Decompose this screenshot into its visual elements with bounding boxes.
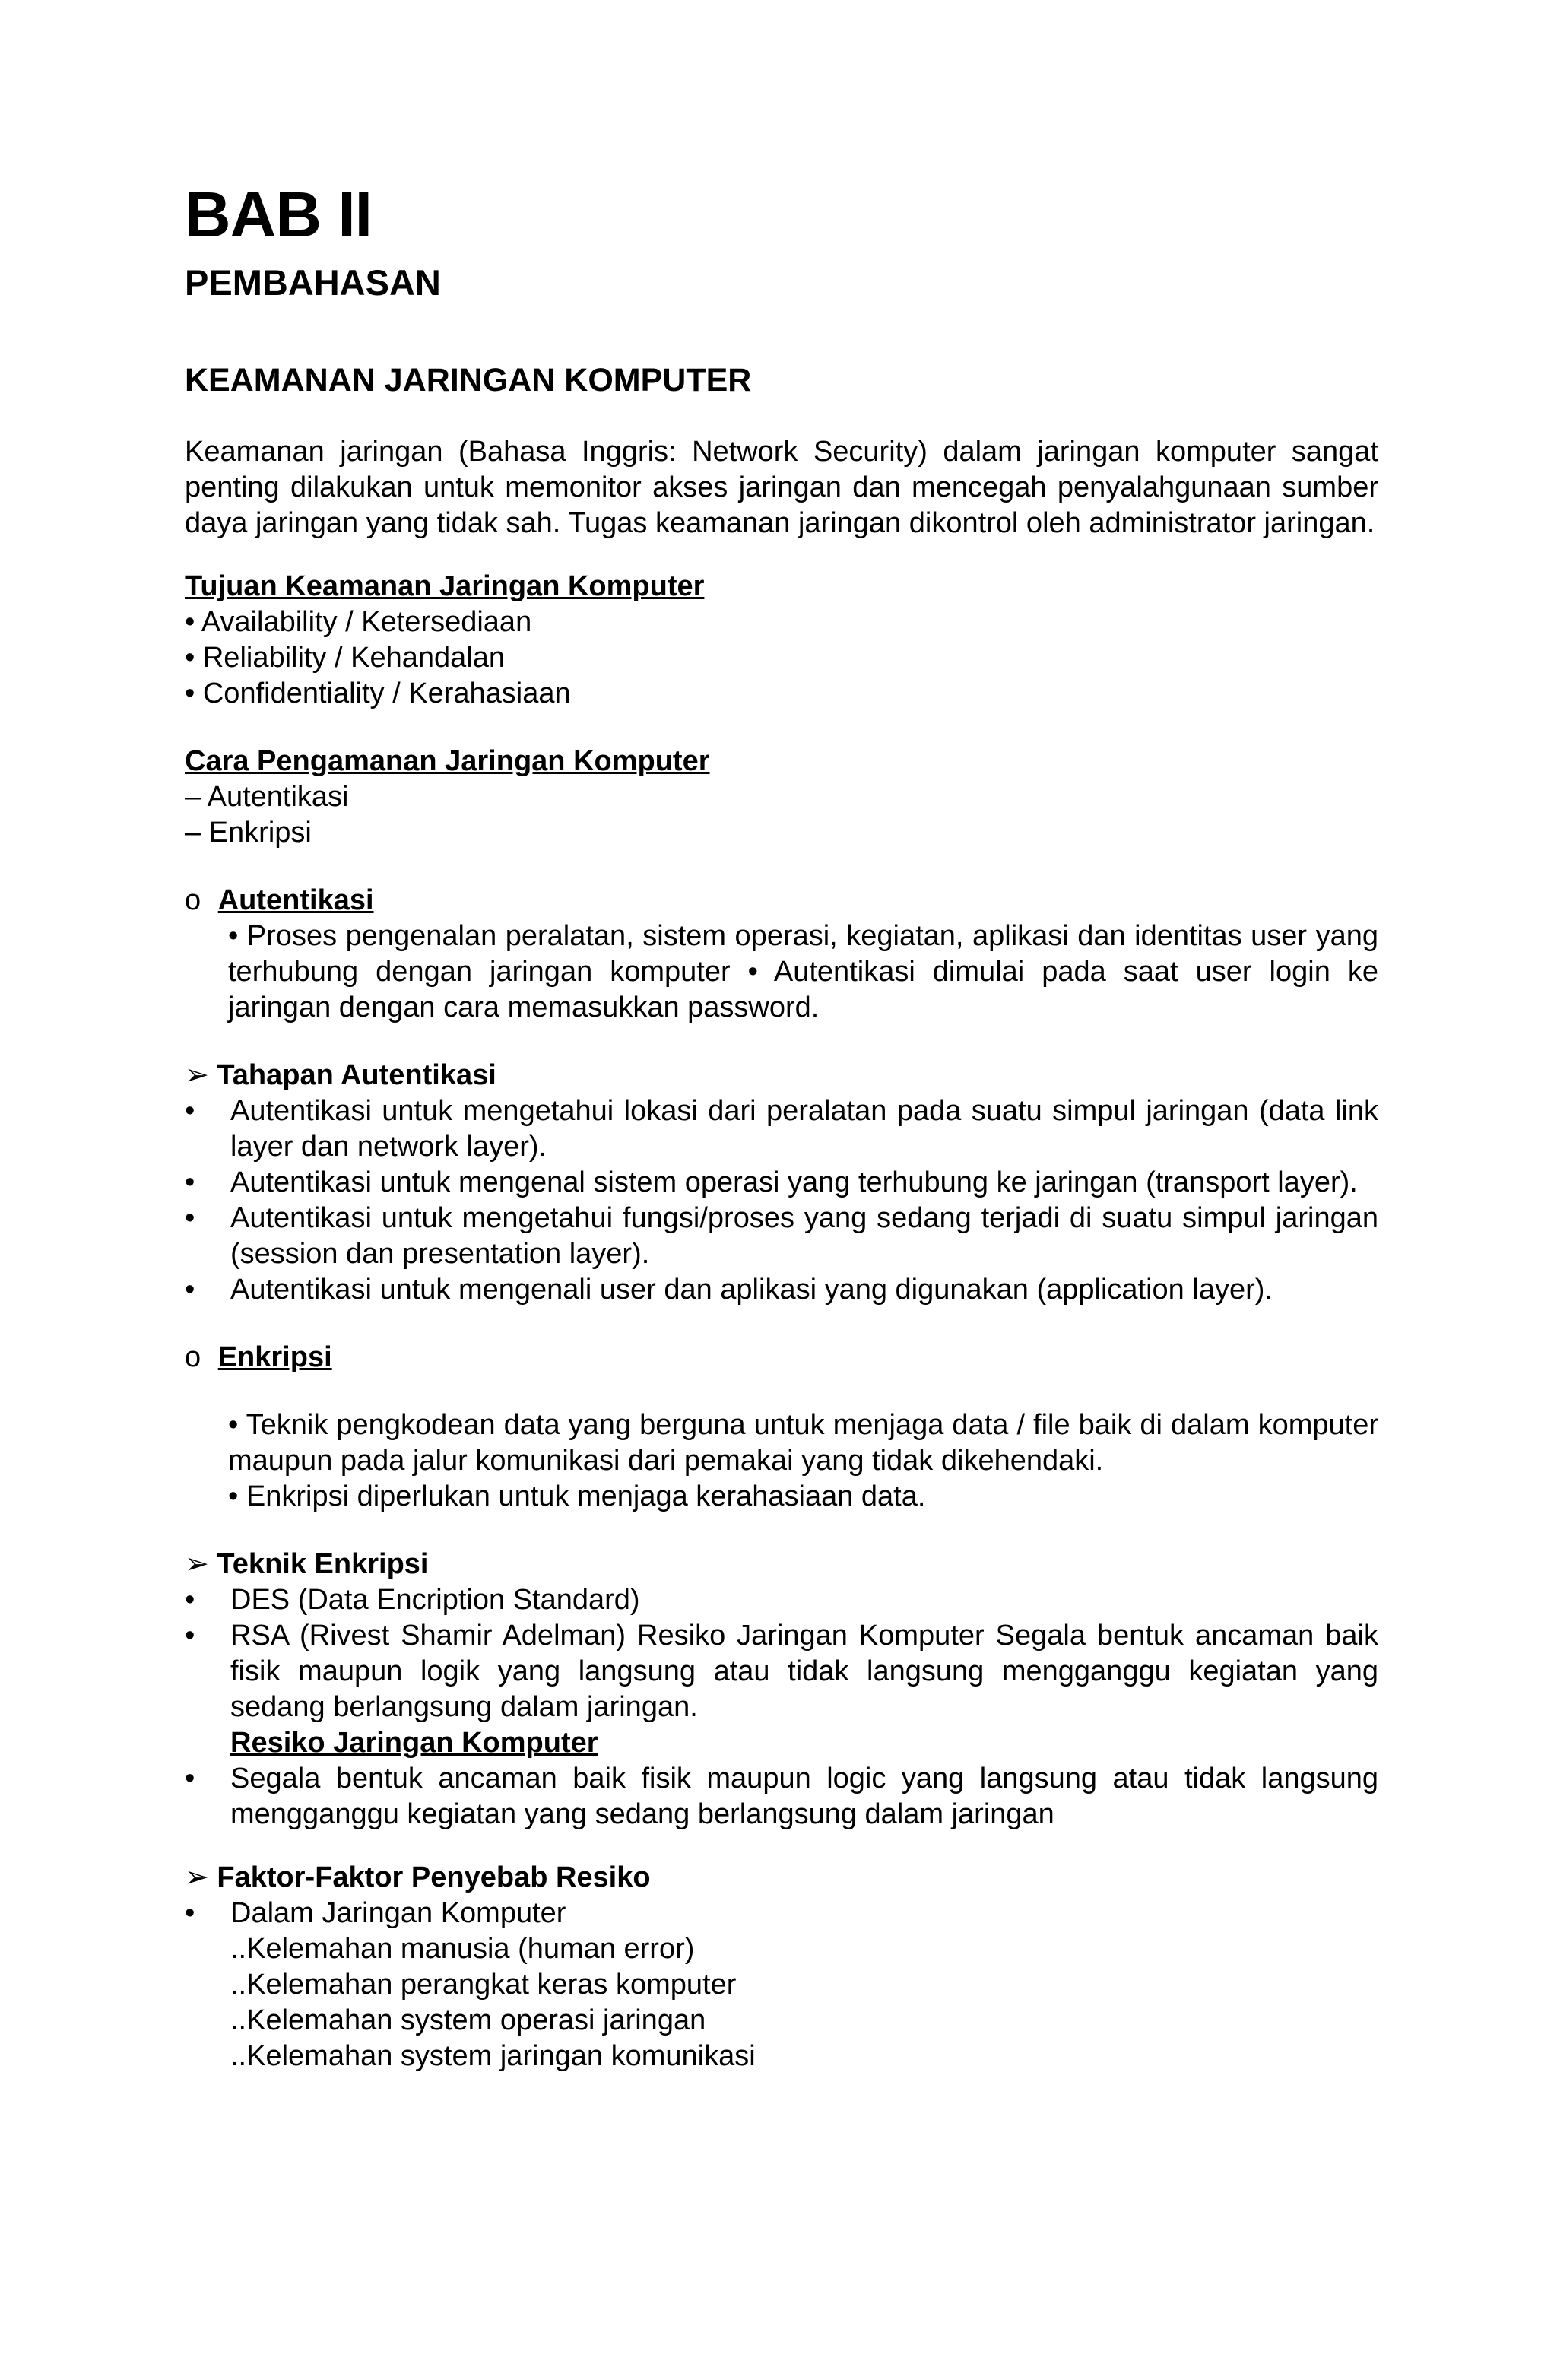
autentikasi-heading: o Autentikasi [185, 884, 374, 916]
chapter-subtitle: PEMBAHASAN [185, 262, 441, 303]
resiko-heading: Resiko Jaringan Komputer [230, 1727, 598, 1759]
tujuan-item: • Confidentiality / Kerahasiaan [185, 678, 571, 709]
list-item: • Autentikasi untuk mengenal sistem operasi yang terhubung ke jaringan (transport layer). [185, 1165, 1378, 1201]
bullet-icon: • [185, 1897, 195, 1929]
list-item: • Autentikasi untuk mengetahui fungsi/proses yang sedang terjadi di suatu simpul jaringan (session dan presentation layer). [185, 1202, 1378, 1270]
circle-bullet-icon: o [185, 1341, 201, 1373]
bullet-icon: • [185, 1584, 195, 1616]
arrow-bullet-icon: ➢ [185, 1548, 209, 1580]
bullet-icon: • [185, 1166, 195, 1198]
enkripsi-text: • Enkripsi diperlukan untuk menjaga kerahasiaan data. [228, 1480, 926, 1512]
section-title: KEAMANAN JARINGAN KOMPUTER [185, 362, 752, 398]
teknik-heading: ➢ Teknik Enkripsi [185, 1548, 429, 1580]
chapter-title: BAB II [185, 179, 372, 250]
arrow-bullet-icon: ➢ [185, 1861, 209, 1893]
bullet-icon: • [185, 1274, 195, 1306]
sub-list-item: ..Kelemahan system operasi jaringan [230, 2004, 706, 2036]
arrow-bullet-icon: ➢ [185, 1059, 209, 1091]
tujuan-item: • Reliability / Kehandalan [185, 642, 506, 674]
list-item: • Autentikasi untuk mengenali user dan aplikasi yang digunakan (application layer). [185, 1272, 1378, 1308]
circle-bullet-icon: o [185, 884, 201, 916]
list-item: • Segala bentuk ancaman baik fisik maupun logic yang langsung atau tidak langsung mengganggu kegiatan yang sedang berlangsung dalam jaringan [185, 1763, 1378, 1830]
document-content [185, 179, 1378, 2074]
intro-paragraph: Keamanan jaringan (Bahasa Inggris: Network Security) dalam jaringan komputer sangat penting dilakukan untuk memonitor akses jaringan dan mencegah penyalahgunaan sumber daya jaringan yang tidak sah. Tugas keamanan jaringan dikontrol oleh administrator jaringan. [185, 436, 1378, 539]
bullet-icon: • [185, 1620, 195, 1652]
bullet-icon: • [185, 1202, 195, 1234]
list-item: • RSA (Rivest Shamir Adelman) Resiko Jaringan Komputer Segala bentuk ancaman baik fisik maupun logik yang langsung atau tidak langsung mengganggu kegiatan yang sedang berlangsung dalam jaringan. [185, 1620, 1378, 1723]
tujuan-item: • Availability / Ketersediaan [185, 606, 532, 638]
enkripsi-text: • Teknik pengkodean data yang berguna untuk menjaga data / file baik di dalam komputer maupun pada jalur komunikasi dari pemakai yang tidak dikehendaki. [228, 1409, 1378, 1477]
cara-item: – Autentikasi [185, 781, 349, 813]
list-item: • DES (Data Encription Standard) [185, 1582, 1378, 1618]
bullet-icon: • [185, 1095, 195, 1127]
sub-list-item: ..Kelemahan system jaringan komunikasi [230, 2040, 756, 2072]
sub-list-item: ..Kelemahan manusia (human error) [230, 1933, 695, 1965]
cara-heading: Cara Pengamanan Jaringan Komputer [185, 745, 710, 777]
list-item: • Autentikasi untuk mengetahui lokasi dari peralatan pada suatu simpul jaringan (data link layer dan network layer). [185, 1095, 1378, 1163]
list-item: • Dalam Jaringan Komputer [185, 1896, 1378, 1931]
sub-list-item: ..Kelemahan perangkat keras komputer [230, 1969, 737, 2001]
autentikasi-text: • Proses pengenalan peralatan, sistem operasi, kegiatan, aplikasi dan identitas user yang terhubung dengan jaringan komputer • Autentikasi dimulai pada saat user login ke jaringan dengan cara memasukkan password. [228, 920, 1378, 1023]
cara-item: – Enkripsi [185, 817, 312, 849]
faktor-heading: ➢ Faktor-Faktor Penyebab Resiko [185, 1861, 651, 1893]
tujuan-heading: Tujuan Keamanan Jaringan Komputer [185, 570, 705, 602]
enkripsi-heading: o Enkripsi [185, 1341, 332, 1373]
tahapan-heading: ➢ Tahapan Autentikasi [185, 1059, 496, 1091]
bullet-icon: • [185, 1763, 195, 1795]
